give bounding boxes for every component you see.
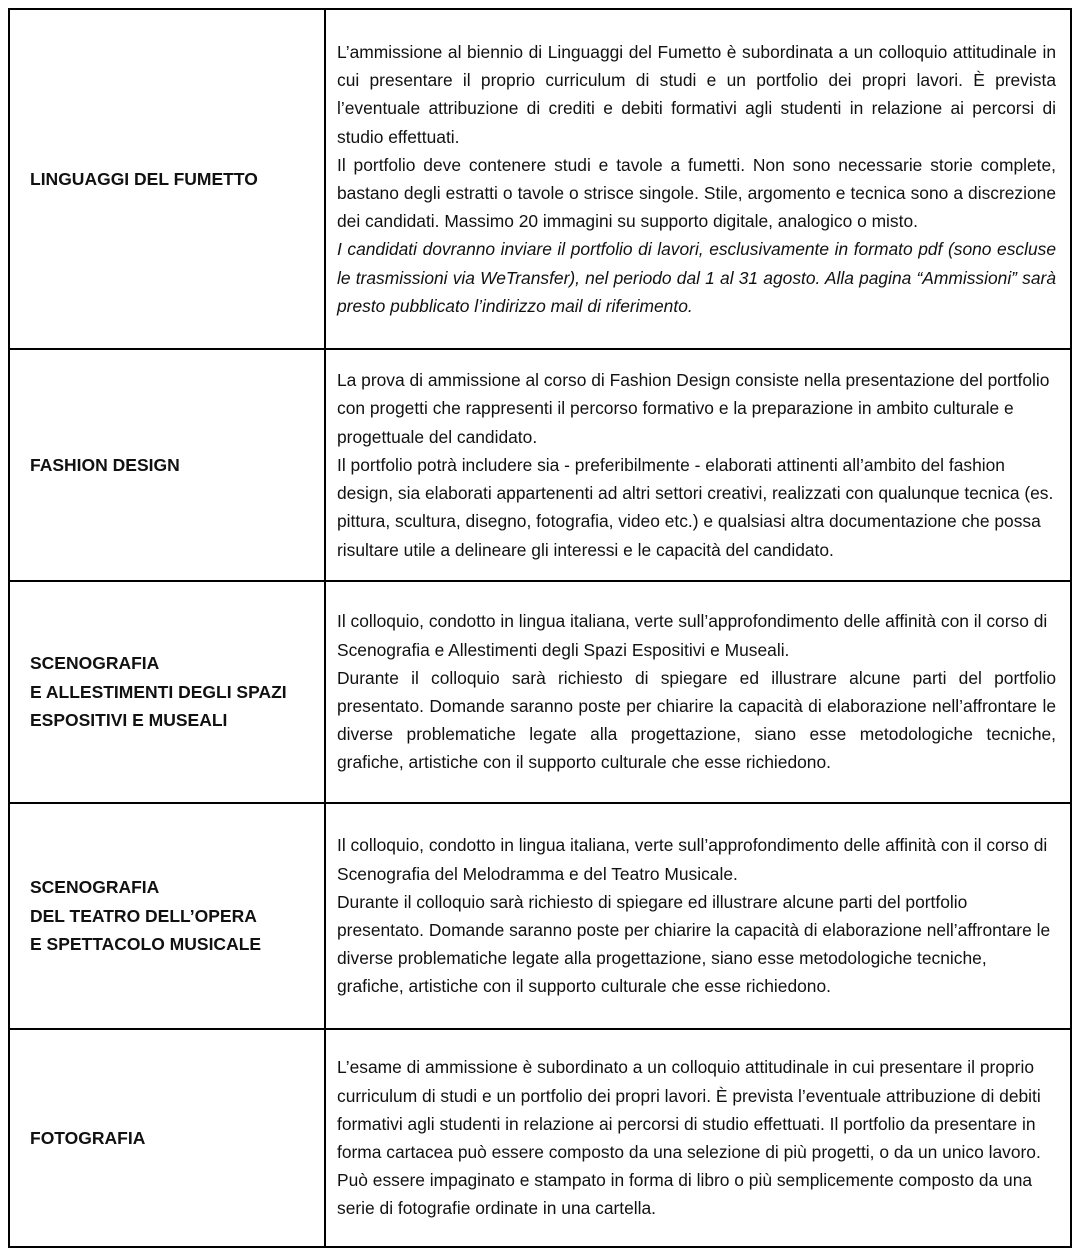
course-name [30, 451, 304, 480]
table-row [9, 9, 1071, 349]
course-cell [9, 803, 325, 1029]
course-cell [9, 581, 325, 803]
course-name-line: E SPETTACOLO MUSICALE [30, 934, 262, 955]
admissions-table [8, 8, 1072, 1248]
course-name-line: E ALLESTIMENTI DEGLI SPAZI [30, 681, 287, 702]
description-paragraph: Il portfolio potrà includere sia - preferibilmente - elaborati attinenti all’ambito del fashion design, sia elaborati appartenenti ad altri settori creativi, realizzati con qualunque tecnica (es. pittura, scultura, disegno, fotografia, video etc.) e qualsiasi altra documentazione che possa risultare utile a delineare gli interessi e le capacità del candidato. [337, 454, 1054, 560]
description-cell [325, 581, 1071, 803]
description-paragraph: La prova di ammissione al corso di Fashion Design consiste nella presentazione del portfolio con progetti che rappresenti il percorso formativo e la preparazione in ambito culturale e progettuale del candidato. [337, 370, 1050, 447]
description-cell [325, 9, 1071, 349]
table-row [9, 1029, 1071, 1247]
course-cell [9, 9, 325, 349]
course-name-line: DEL TEATRO DELL’OPERA [30, 905, 257, 926]
description-paragraph: Il colloquio, condotto in lingua italiana, verte sull’approfondimento delle affinità con il corso di Scenografia e Allestimenti degli Spazi Espositivi e Museali. [337, 611, 1048, 660]
course-name [30, 165, 304, 194]
course-name-line: FASHION DESIGN [30, 454, 180, 475]
description-paragraph: Il colloquio, condotto in lingua italiana, verte sull’approfondimento delle affinità con il corso di Scenografia del Melodramma e del Teatro Musicale. [337, 835, 1048, 884]
table-row [9, 803, 1071, 1029]
course-name-line: LINGUAGGI DEL FUMETTO [30, 168, 258, 189]
description-paragraph: Il portfolio deve contenere studi e tavole a fumetti. Non sono necessarie storie complete, bastano degli estratti o tavole o strisce singole. Stile, argomento e tecnica sono a discrezione dei candidati. Massimo 20 immagini su supporto digitale, analogico o misto. [337, 154, 1056, 232]
description-paragraph-italic: I candidati dovranno inviare il portfolio di lavori, esclusivamente in formato pdf (sono escluse le trasmissioni via WeTransfer), nel periodo dal 1 al 31 agosto. Alla pagina “Ammissioni” sarà presto pubblicato l’indirizzo mail di riferimento. [337, 239, 1056, 316]
course-name-line: SCENOGRAFIA [30, 653, 160, 674]
course-name-line: ESPOSITIVI E MUSEALI [30, 710, 228, 731]
description-paragraph: Durante il colloquio sarà richiesto di spiegare ed illustrare alcune parti del portfolio presentato. Domande saranno poste per chiarire la capacità di elaborazione nell’affrontare le diverse problematiche legate alla progettazione, siano esse metodologiche tecniche, grafiche, artistiche con il supporto culturale che esse richiedono. [337, 891, 1051, 997]
description-cell [325, 349, 1071, 581]
description-cell [325, 803, 1071, 1029]
course-name-line: FOTOGRAFIA [30, 1127, 146, 1148]
description-cell [325, 1029, 1071, 1247]
table-row [9, 349, 1071, 581]
course-name-line: SCENOGRAFIA [30, 877, 160, 898]
course-name [30, 1124, 304, 1153]
description-paragraph: L’ammissione al biennio di Linguaggi del Fumetto è subordinata a un colloquio attitudinale in cui presentare il proprio curriculum di studi e un portfolio dei propri lavori. È prevista l’eventuale attribuzione di crediti e debiti formativi agli studenti in relazione ai percorsi di studio effettuati. [337, 41, 1056, 147]
description-paragraph: Durante il colloquio sarà richiesto di spiegare ed illustrare alcune parti del portfolio presentato. Domande saranno poste per chiarire la capacità di elaborazione nell’affrontare le diverse problematiche legate alla progettazione, siano esse metodologiche tecniche, grafiche, artistiche con il supporto culturale che esse richiedono. [337, 667, 1056, 773]
course-name [30, 649, 304, 735]
course-cell [9, 1029, 325, 1247]
course-name [30, 873, 304, 959]
table-row [9, 581, 1071, 803]
course-cell [9, 349, 325, 581]
description-paragraph: L’esame di ammissione è subordinato a un colloquio attitudinale in cui presentare il proprio curriculum di studi e un portfolio dei propri lavori. È prevista l’eventuale attribuzione di debiti formativi agli studenti in relazione ai percorsi di studio effettuati. Il portfolio da presentare in forma cartacea può essere composto da una selezione di più progetti, o da un unico lavoro. Può essere impaginato e stampato in forma di libro o più semplicemente composto da una serie di fotografie ordinate in una cartella. [337, 1057, 1041, 1219]
